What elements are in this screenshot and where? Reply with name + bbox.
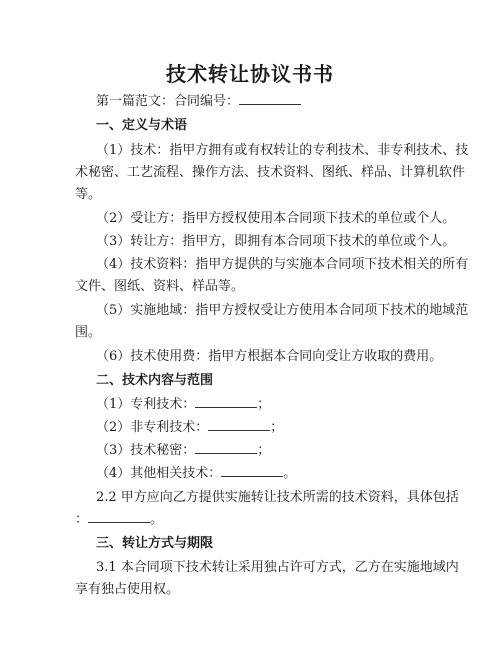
list-item [96, 462, 446, 486]
fill-in-blank[interactable] [195, 439, 257, 454]
paragraph-line: 享有独占使用权。 [75, 582, 180, 597]
paragraph-line: 等。 [75, 187, 102, 202]
fill-in-blank[interactable] [88, 508, 150, 523]
list-item [96, 439, 446, 463]
list-item-label: （2）非专利技术： [96, 420, 209, 435]
list-item-end: ； [270, 420, 284, 435]
section-heading: 二、技术内容与范围 [96, 373, 214, 388]
paragraph-line: （5）实施地域：指甲方授权受让方使用本合同项下技术的地域范 [96, 303, 469, 318]
list-item-label: （3）技术秘密： [96, 443, 196, 458]
list-item [96, 393, 446, 417]
paragraph-line: 2.2 甲方应向乙方提供实施转让技术所需的技术资料，具体包括 [96, 490, 459, 505]
paragraph-line [75, 508, 425, 532]
document-title: 技术转让协议书书 [166, 62, 334, 86]
list-item [96, 416, 446, 440]
paragraph-line: 术秘密、工艺流程、操作方法、技术资料、图纸、样品、计算机软件 [75, 165, 466, 180]
paragraph-line: （3）转让方：指甲方，即拥有本合同项下技术的单位或个人。 [96, 234, 456, 249]
section-heading: 三、转让方式与期限 [96, 536, 214, 551]
paragraph-line: （6）技术使用费：指甲方根据本合同向受让方收取的费用。 [96, 349, 443, 364]
paragraph-line: （1）技术：指甲方拥有或有权转让的专利技术、非专利技术、技 [96, 143, 469, 158]
list-item-end: ； [257, 443, 271, 458]
list-item-end: 。 [283, 466, 297, 481]
paragraph-line: 3.1 本合同项下技术转让采用独占许可方式，乙方在实施地域内 [96, 560, 459, 575]
fill-in-blank[interactable] [208, 416, 270, 431]
list-item-end: ； [257, 397, 271, 412]
fill-in-blank[interactable] [221, 462, 283, 477]
paragraph-line: 围。 [75, 325, 102, 340]
list-item-label: （4）其他相关技术： [96, 466, 222, 481]
section-heading: 一、定义与术语 [96, 118, 188, 133]
contract-number-blank[interactable] [239, 90, 301, 105]
paragraph-line: （2）受让方：指甲方授权使用本合同项下技术的单位或个人。 [96, 211, 456, 226]
intro-text: 第一篇范文：合同编号： [96, 94, 240, 109]
line-start: ： [75, 512, 89, 527]
fill-in-blank[interactable] [195, 393, 257, 408]
paragraph-line: （4）技术资料：指甲方提供的与实施本合同项下技术相关的所有 [96, 257, 469, 272]
list-item-label: （1）专利技术： [96, 397, 196, 412]
contract-number-line [96, 90, 446, 114]
line-end: 。 [150, 512, 164, 527]
paragraph-line: 文件、图纸、资料、样品等。 [75, 279, 245, 294]
